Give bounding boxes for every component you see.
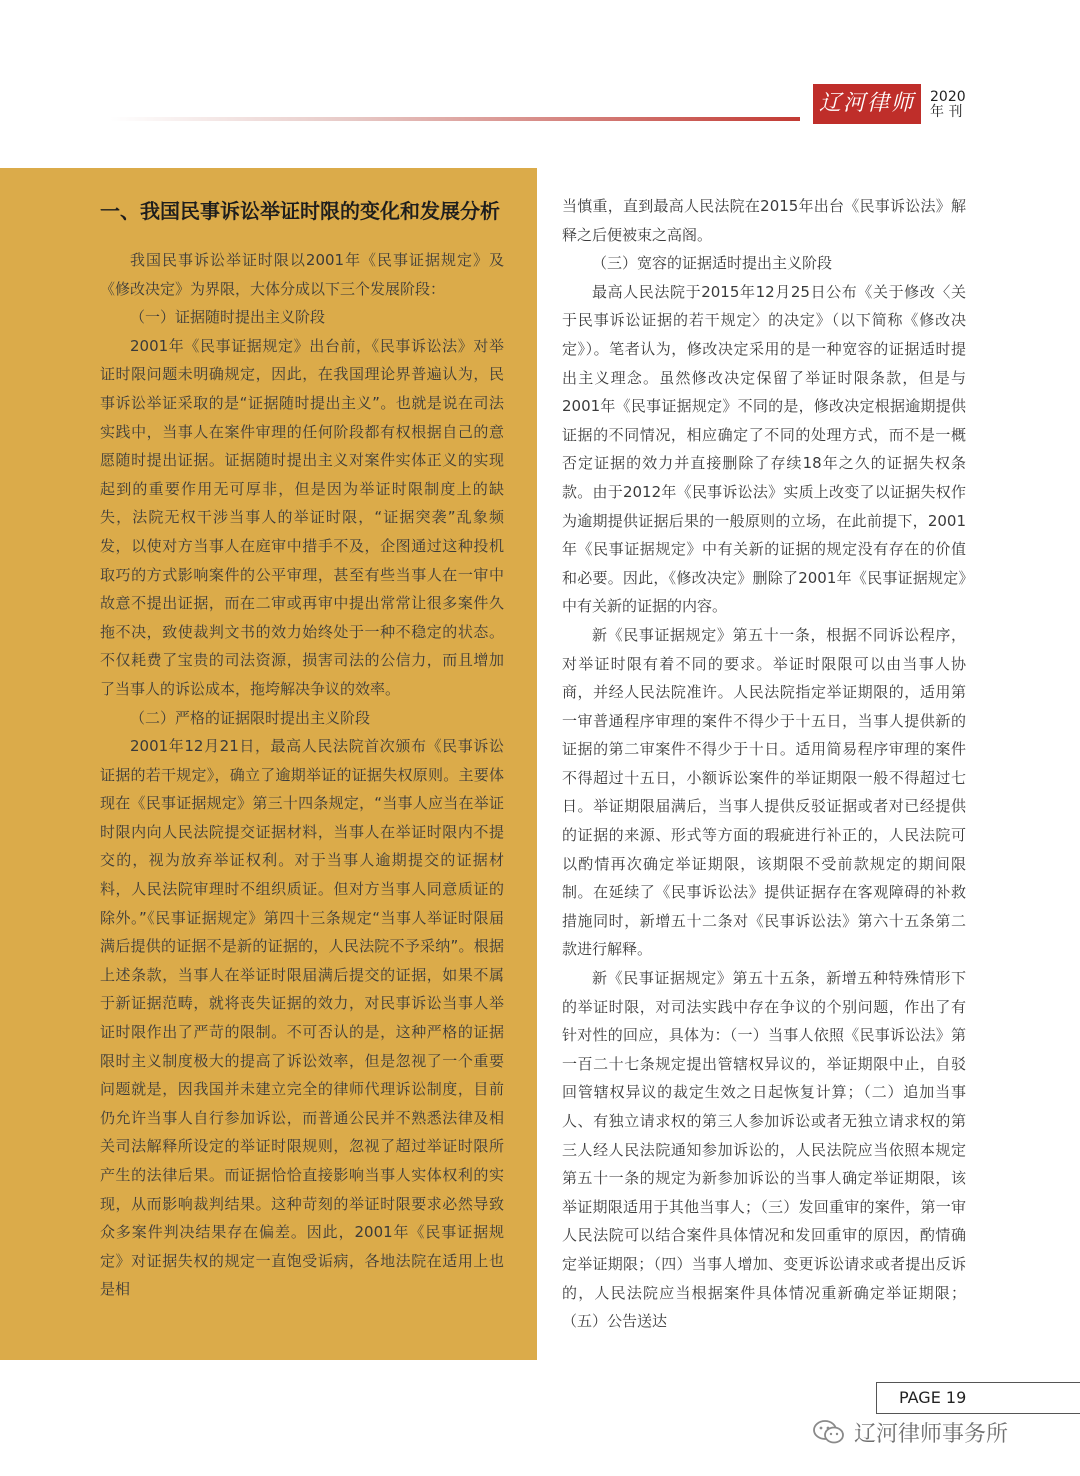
right-column-text xyxy=(562,192,966,1336)
watermark xyxy=(812,1412,1008,1452)
year-sub: 年 刊 xyxy=(930,104,963,120)
paragraph: （一）证据随时提出主义阶段 xyxy=(130,308,326,327)
brand-logo: 辽河律师 xyxy=(813,84,921,124)
paragraph: 2001年12月21日，最高人民法院首次颁布《民事诉讼证据的若干规定》，确立了逾期举证的证据失权原则。主要体现在《民事证据规定》第三十四条规定，“当事人应当在举证时限内向人民法院提交证据材料，当事人在举证时限内不提交的，视为放弃举证权利。对于当事人逾期提交的证据材料，人民法院审理时不组织质证。但对方当事人同意质证的除外。”《民事证据规定》第四十三条规定“当事人举证时限届满后提供的证据不是新的证据的，人民法院不予采纳”。根据上述条款，当事人在举证时限届满后提交的证据，如果不属于新证据范畴，就将丧失证据的效力，对民事诉讼当事人举证时限作出了严苛的限制。不可否认的是，这种严格的证据限时主义制度极大的提高了诉讼效率，但是忽视了一个重要问题就是，因我国并未建立完全的律师代理诉讼制度，目前仍允许当事人自行参加诉讼，而普通公民并不熟悉法律及相关司法解释所设定的举证时限规则，忽视了超过举证时限所产生的法律后果。而证据恰恰直接影响当事人实体权利的实现，从而影响裁判结果。这种苛刻的举证时限要求必然导致众多案件判决结果存在偏差。因此，2001年《民事证据规定》对证据失权的规定一直饱受诟病，各地法院在适用上也是相 xyxy=(100,737,504,1299)
watermark-text: 辽河律师事务所 xyxy=(854,1421,1009,1447)
paragraph: 最高人民法院于2015年12月25日公布《关于修改〈关于民事诉讼证据的若干规定〉的决定》（以下简称《修改决定》）。笔者认为，修改决定采用的是一种宽容的证据适时提出主义理念。虽然修改决定保留了举证时限条款，但是与2001年《民事证据规定》不同的是，修改决定根据逾期提供证据的不同情况，相应确定了不同的处理方式，而不是一概否定证据的效力并直接删除了存续18年之久的证据失权条款。由于2012年《民事诉讼法》实质上改变了以证据失权作为逾期提供证据后果的一般原则的立场，在此前提下，2001年《民事证据规定》中有关新的证据的规定没有存在的价值和必要。因此，《修改决定》删除了2001年《民事证据规定》中有关新的证据的内容。 xyxy=(562,282,966,616)
section-heading: 一、我国民事诉讼举证时限的变化和发展分析 xyxy=(100,199,500,223)
paragraph: 当慎重，直到最高人民法院在2015年出台《民事诉讼法》解释之后便被束之高阁。 xyxy=(562,197,966,244)
paragraph: 新《民事证据规定》第五十五条，新增五种特殊情形下的举证时限，对司法实践中存在争议的个别问题，作出了有针对性的回应，具体为：（一）当事人依照《民事诉讼法》第一百二十七条规定提出管辖权异议的，举证期限中止，自驳回管辖权异议的裁定生效之日起恢复计算；（二）追加当事人、有独立请求权的第三人参加诉讼或者无独立请求权的第三人经人民法院通知参加诉讼的，人民法院应当依照本规定第五十一条的规定为新参加诉讼的当事人确定举证期限，该举证期限适用于其他当事人；（三）发回重审的案件，第一审人民法院可以结合案件具体情况和发回重审的原因，酌情确定举证期限；（四）当事人增加、变更诉讼请求或者提出反诉的，人民法院应当根据案件具体情况重新确定举证期限；（五）公告送达 xyxy=(562,969,966,1331)
paragraph: （三）宽容的证据适时提出主义阶段 xyxy=(592,254,833,273)
page-number: PAGE 19 xyxy=(876,1382,1080,1414)
wechat-icon xyxy=(812,1419,846,1445)
paragraph: （二）严格的证据限时提出主义阶段 xyxy=(130,708,371,727)
year-number: 2020 xyxy=(930,89,966,105)
header-rule xyxy=(110,117,800,121)
paragraph: 2001年《民事证据规定》出台前，《民事诉讼法》对举证时限问题未明确规定，因此，在我国理论界普遍认为，民事诉讼举证采取的是“证据随时提出主义”。也就是说在司法实践中，当事人在案件审理的任何阶段都有权根据自己的意愿随时提出证据。证据随时提出主义对案件实体正义的实现起到的重要作用无可厚非，但是因为举证时限制度上的缺失，法院无权干涉当事人的举证时限，“证据突袭”乱象频发，以使对方当事人在庭审中措手不及，企图通过这种投机取巧的方式影响案件的公平审理，甚至有些当事人在一审中故意不提出证据，而在二审或再审中提出常常让很多案件久拖不决，致使裁判文书的效力始终处于一种不稳定的状态。不仅耗费了宝贵的司法资源，损害司法的公信力，而且增加了当事人的诉讼成本，拖垮解决争议的效率。 xyxy=(100,336,504,698)
paragraph: 我国民事诉讼举证时限以2001年《民事证据规定》及《修改决定》为界限，大体分成以下三个发展阶段： xyxy=(100,251,504,298)
paragraph: 新《民事证据规定》第五十一条，根据不同诉讼程序，对举证时限有着不同的要求。举证时限限可以由当事人协商，并经人民法院准许。人民法院指定举证期限的，适用第一审普通程序审理的案件不得少于十五日，当事人提供新的证据的第二审案件不得少于十日。适用简易程序审理的案件不得超过十五日，小额诉讼案件的举证期限一般不得超过七日。举证期限届满后，当事人提供反驳证据或者对已经提供的证据的来源、形式等方面的瑕疵进行补正的，人民法院可以酌情再次确定举证期限，该期限不受前款规定的期间限制。在延续了《民事诉讼法》提供证据存在客观障碍的补救措施同时，新增五十二条对《民事诉讼法》第六十五条第二款进行解释。 xyxy=(562,625,966,959)
year-label xyxy=(930,90,966,120)
left-column-text xyxy=(100,246,504,1304)
